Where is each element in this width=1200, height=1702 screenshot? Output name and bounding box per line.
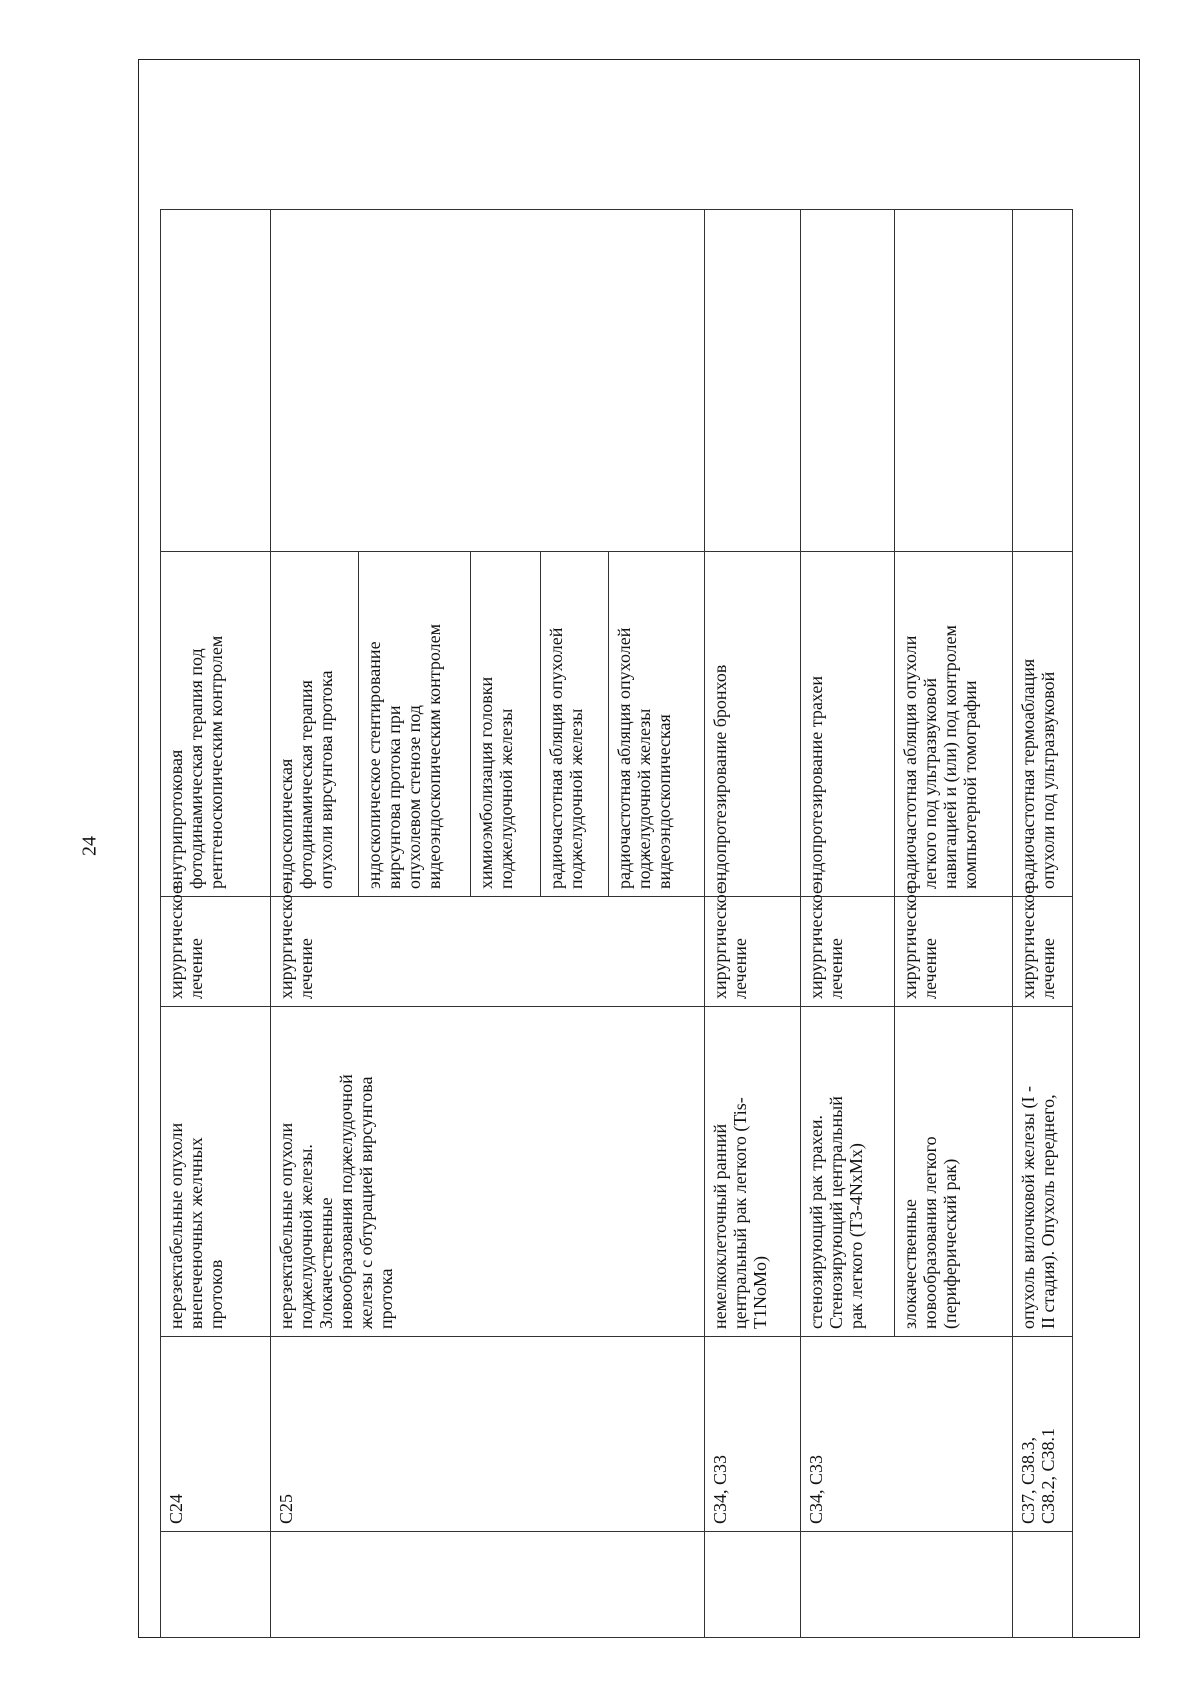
method-line: компьютерной томографии [960, 680, 980, 889]
treatment-line: хирургическое [710, 886, 730, 999]
diagnosis-line: протока [376, 1268, 396, 1329]
diagnosis-line: немелкоклеточный ранний [710, 1123, 730, 1329]
method-cell [541, 552, 609, 897]
blank-cell [161, 210, 271, 552]
treatment-line: хирургическое [806, 886, 826, 999]
method-line: поджелудочной железы [566, 708, 586, 889]
diagnosis-line: внепеченочных желчных [186, 1137, 206, 1329]
method-line: внутрипротоковая [166, 749, 186, 889]
treatment-line: лечение [186, 938, 206, 999]
table-row [1013, 210, 1073, 1638]
method-line: легкого под ультразвуковой [920, 677, 940, 889]
blank-cell [1013, 210, 1073, 552]
method-line: опухолевом стенозе под [404, 705, 424, 889]
method-line: навигацией и (или) под контролем [940, 625, 960, 889]
diagnosis-line: Стенозирующий центральный [826, 1096, 846, 1329]
method-line: эндопротезирование бронхов [710, 664, 730, 889]
blank-cell [271, 1532, 705, 1638]
code-cell [1013, 1337, 1073, 1532]
method-cell [271, 552, 359, 897]
diagnosis-line: железы с обтурацией вирсунгова [356, 1076, 376, 1329]
table-row [705, 210, 801, 1638]
diagnosis-line: II стадия). Опухоль переднего, [1038, 1094, 1058, 1329]
treatment-cell [1013, 886, 1073, 1007]
method-cell [1013, 552, 1073, 897]
diagnosis-line: Злокачественные [316, 1197, 336, 1329]
method-line: химиоэмболизация головки [476, 676, 496, 889]
method-line: эндопротезирование трахеи [806, 676, 826, 889]
treatment-line: хирургическое [276, 886, 296, 999]
method-line: фотодинамическая терапия [296, 680, 316, 889]
diagnosis-line: протоков [206, 1259, 226, 1329]
diagnosis-cell [895, 1007, 1013, 1337]
diagnosis-line: нерезектабельные опухоли [276, 1122, 296, 1329]
treatment-cell [271, 886, 705, 1007]
code-cell [161, 1337, 271, 1532]
method-cell [359, 552, 471, 897]
method-cell [161, 552, 271, 897]
treatment-line: хирургическое [900, 886, 920, 999]
blank-cell [1013, 1532, 1073, 1638]
diagnosis-line: центральный рак легкого (Tis- [730, 1097, 750, 1329]
treatment-table [160, 209, 1073, 1638]
table-area [138, 210, 1140, 1638]
diagnosis-cell [271, 1007, 705, 1337]
method-line: радиочастотная абляция опухоли [900, 635, 920, 889]
blank-cell [705, 210, 801, 552]
method-cell [471, 552, 541, 897]
treatment-line: хирургическое [166, 886, 186, 999]
blank-cell [705, 1532, 801, 1638]
diagnosis-cell [705, 1007, 801, 1337]
diagnosis-line: T1NoMo) [750, 1256, 770, 1329]
code-line: C38.2, C38.1 [1038, 1427, 1058, 1524]
method-line: радиочастотная абляция опухолей [614, 627, 634, 889]
treatment-cell [801, 886, 895, 1007]
method-cell [895, 552, 1013, 897]
diagnosis-cell [161, 1007, 271, 1337]
treatment-line: лечение [296, 938, 316, 999]
blank-cell [161, 1532, 271, 1638]
table-row [801, 210, 895, 1638]
treatment-cell [705, 886, 801, 1007]
method-line: поджелудочной железы [634, 708, 654, 889]
diagnosis-line: стенозирующий рак трахеи. [806, 1114, 826, 1329]
method-line: эндоскопическая [276, 758, 296, 889]
method-cell [705, 552, 801, 897]
blank-cell [801, 1532, 1013, 1638]
method-line: фотодинамическая терапия под [186, 648, 206, 889]
blank-cell [801, 210, 895, 552]
method-line: вирсунгова протока при [384, 705, 404, 889]
treatment-cell [161, 886, 271, 1007]
diagnosis-cell [801, 1007, 895, 1337]
code-line: C24 [166, 1493, 186, 1524]
code-cell [801, 1337, 1013, 1532]
code-line: C34, C33 [806, 1454, 826, 1524]
method-line: поджелудочной железы [496, 708, 516, 889]
page-number: 24 [78, 836, 101, 856]
blank-cell [271, 210, 705, 552]
code-line: C25 [276, 1493, 296, 1524]
method-line: рентгеноскопическим контролем [206, 635, 226, 889]
diagnosis-line: злокачественные [900, 1199, 920, 1329]
diagnosis-line: опухоль вилочковой железы (I - [1018, 1085, 1038, 1329]
diagnosis-line: новообразования поджелудочной [336, 1074, 356, 1329]
method-line: радиочастотная термоаблация [1018, 658, 1038, 889]
treatment-line: хирургическое [1018, 886, 1038, 999]
treatment-cell [895, 886, 1013, 1007]
method-line: видеоэндоскопическая [654, 714, 674, 889]
method-line: опухоли под ультразвуковой [1038, 671, 1058, 889]
rotated-table-area [138, 59, 1140, 1638]
treatment-line: лечение [826, 938, 846, 999]
code-cell [705, 1337, 801, 1532]
diagnosis-line: нерезектабельные опухоли [166, 1122, 186, 1329]
diagnosis-line: поджелудочной железы. [296, 1144, 316, 1329]
diagnosis-line: новообразования легкого [920, 1136, 940, 1329]
method-cell [609, 552, 705, 897]
treatment-line: лечение [1038, 938, 1058, 999]
code-line: C37, C38.3, [1018, 1436, 1038, 1524]
diagnosis-line: рак легкого (T3-4NxMx) [846, 1143, 866, 1329]
method-line: эндоскопическое стентирование [364, 641, 384, 889]
code-cell [271, 1337, 705, 1532]
code-line: C34, C33 [710, 1454, 730, 1524]
method-line: видеоэндоскопическим контролем [424, 624, 444, 889]
method-cell [801, 552, 895, 897]
table-row [271, 210, 359, 1638]
blank-cell [895, 210, 1013, 552]
treatment-line: лечение [730, 938, 750, 999]
diagnosis-line: (периферический рак) [940, 1158, 960, 1329]
diagnosis-cell [1013, 1007, 1073, 1337]
method-line: радиочастотная абляция опухолей [546, 627, 566, 889]
table-row [161, 210, 271, 1638]
treatment-line: лечение [920, 938, 940, 999]
method-line: опухоли вирсунгова протока [316, 670, 336, 889]
